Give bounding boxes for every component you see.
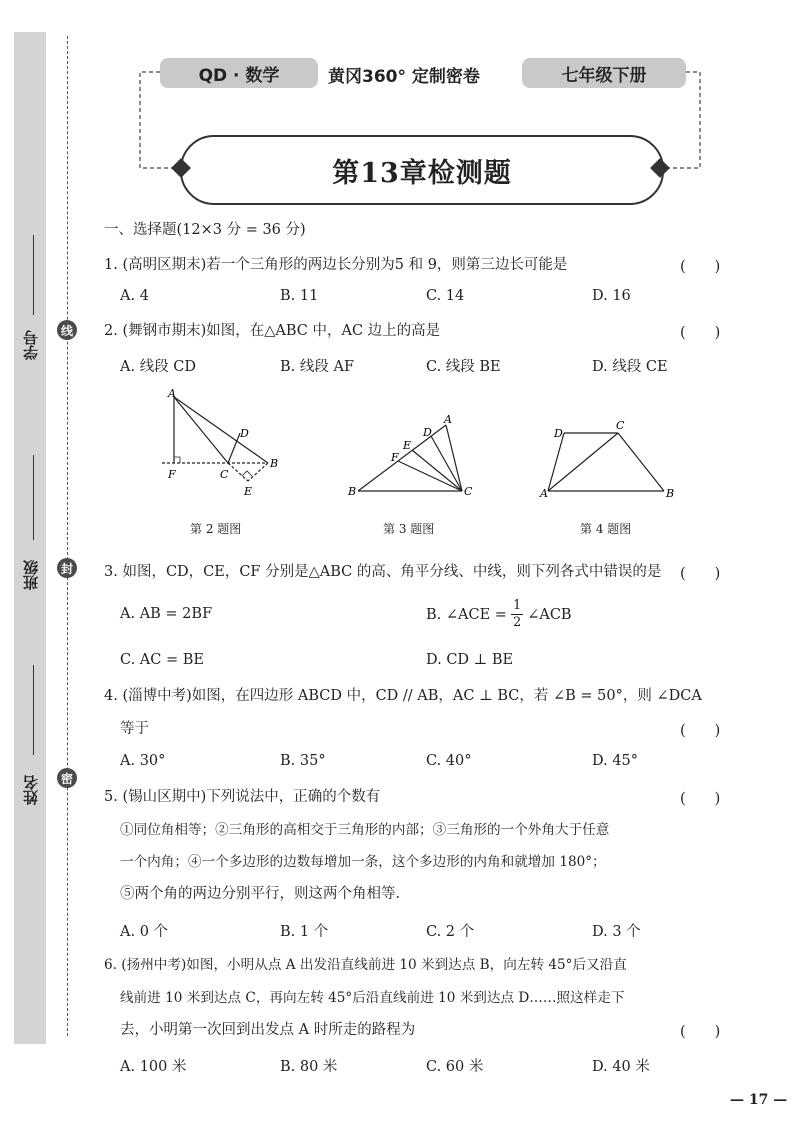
figure-4: [548, 433, 664, 491]
fig2-label-a: A: [168, 387, 176, 400]
figure-3: [358, 425, 462, 491]
q6-option-d[interactable]: D. 40 米: [592, 1059, 650, 1075]
q1-option-d[interactable]: D. 16: [592, 288, 631, 304]
q6-option-a[interactable]: A. 100 米: [120, 1059, 187, 1075]
q2-option-a[interactable]: A. 线段 CD: [120, 359, 197, 375]
fig4-label-b: B: [666, 487, 675, 500]
q6-stem-line-1: 6. (扬州中考)如图，小明从点 A 出发沿直线前进 10 米到达点 B，向左转 45°后又沿直: [104, 957, 627, 973]
q5-stem: 5. (锡山区期中)下列说法中，正确的个数有: [104, 789, 381, 805]
fig3-label-a: A: [444, 413, 452, 426]
q6-stem-line-3: 去，小明第一次回到出发点 A 时所走的路程为: [120, 1022, 416, 1038]
q1-stem: 1. (高明区期末)若一个三角形的两边长分别为5 和 9，则第三边长可能是: [104, 257, 568, 273]
page-number: — 17 —: [730, 1092, 788, 1108]
fraction-numerator: 1: [512, 598, 522, 613]
q3-stem: 3. 如图，CD，CE，CF 分别是△ABC 的高、角平分线、中线，则下列各式中错误的是: [104, 564, 662, 580]
q3-option-b-suffix: ∠ACB: [527, 606, 572, 623]
fraction-denominator: 2: [512, 615, 522, 630]
fraction: [511, 598, 523, 631]
q3-option-b[interactable]: [426, 598, 572, 631]
q5-statements-line-3: ⑤两个角的两边分别平行，则这两个角相等.: [120, 886, 401, 902]
fig3-label-e: E: [403, 439, 412, 452]
q2-option-d[interactable]: D. 线段 CE: [592, 359, 668, 375]
q1-option-b[interactable]: B. 11: [280, 288, 319, 304]
q1-answer-blank[interactable]: ( ): [680, 259, 721, 275]
fig3-caption: 第 3 题图: [383, 522, 435, 536]
fig2-label-c: C: [220, 468, 229, 481]
fig3-label-d: D: [423, 426, 432, 439]
fig2-label-f: F: [168, 468, 176, 481]
class-label: 班级: [22, 560, 40, 590]
q2-option-b[interactable]: B. 线段 AF: [280, 359, 355, 375]
q4-option-d[interactable]: D. 45°: [592, 753, 639, 769]
q6-option-c[interactable]: C. 60 米: [426, 1059, 484, 1075]
q2-stem: 2. (舞钢市期末)如图，在△ABC 中，AC 边上的高是: [104, 323, 441, 339]
q5-statements-line-2: 一个内角；④一个多边形的边数每增加一条，这个多边形的内角和就增加 180°；: [120, 854, 606, 870]
q5-option-c[interactable]: C. 2 个: [426, 924, 475, 940]
q4-option-a[interactable]: A. 30°: [120, 753, 166, 769]
q6-answer-blank[interactable]: ( ): [680, 1024, 721, 1040]
q2-option-c[interactable]: C. 线段 BE: [426, 359, 501, 375]
q1-option-c[interactable]: C. 14: [426, 288, 465, 304]
student-id-label: 学号: [22, 330, 40, 360]
fig2-label-d: D: [240, 427, 249, 440]
grade-pill: 七年级下册: [522, 58, 686, 88]
class-blank[interactable]: [33, 455, 34, 540]
name-label: 姓名: [22, 775, 40, 805]
seal-mark-secret: 密: [57, 768, 77, 788]
section-heading: 一、选择题(12×3 分 = 36 分): [104, 222, 306, 238]
name-blank[interactable]: [33, 665, 34, 755]
subject-pill: QD · 数学: [160, 58, 318, 88]
fig3-label-b: B: [348, 485, 357, 498]
fig3-label-c: C: [464, 485, 473, 498]
page-title: 第13章检测题: [332, 157, 512, 189]
q5-option-b[interactable]: B. 1 个: [280, 924, 329, 940]
q5-option-d[interactable]: D. 3 个: [592, 924, 641, 940]
fig2-label-b: B: [270, 457, 279, 470]
figure-2: [162, 397, 268, 481]
seal-mark-line: 线: [57, 320, 77, 340]
fig3-label-f: F: [391, 451, 399, 464]
q4-stem-cont: 等于: [120, 721, 149, 737]
fig4-caption: 第 4 题图: [580, 522, 632, 536]
q4-answer-blank[interactable]: ( ): [680, 723, 721, 739]
q5-option-a[interactable]: A. 0 个: [120, 924, 169, 940]
q5-statements-line-1: ①同位角相等；②三角形的高相交于三角形的内部；③三角形的一个外角大于任意: [120, 822, 610, 838]
q3-option-a[interactable]: A. AB = 2BF: [120, 606, 213, 622]
fig4-label-d: D: [554, 427, 563, 440]
fig4-label-a: A: [540, 487, 548, 500]
q6-stem-line-2: 线前进 10 米到达点 C，再向左转 45°后沿直线前进 10 米到达点 D……照这样走下: [120, 990, 625, 1006]
seal-mark-seal: 封: [57, 558, 77, 578]
q4-option-c[interactable]: C. 40°: [426, 753, 472, 769]
q3-option-b-prefix: B. ∠ACE =: [426, 606, 507, 623]
q3-answer-blank[interactable]: ( ): [680, 566, 721, 582]
fig2-label-e: E: [244, 485, 253, 498]
q2-answer-blank[interactable]: ( ): [680, 325, 721, 341]
q1-option-a[interactable]: A. 4: [120, 288, 149, 304]
series-name: 黄冈360° 定制密卷: [328, 67, 480, 87]
q5-answer-blank[interactable]: ( ): [680, 791, 721, 807]
title-box: [180, 135, 664, 205]
student-id-blank[interactable]: [33, 235, 34, 315]
q4-stem: 4. (淄博中考)如图，在四边形 ABCD 中，CD // AB，AC ⊥ BC，若 ∠B = 50°，则 ∠DCA: [104, 688, 702, 704]
q4-option-b[interactable]: B. 35°: [280, 753, 326, 769]
q3-option-d[interactable]: D. CD ⊥ BE: [426, 652, 514, 668]
fig4-label-c: C: [616, 419, 625, 432]
q6-option-b[interactable]: B. 80 米: [280, 1059, 338, 1075]
fig2-caption: 第 2 题图: [190, 522, 242, 536]
q3-option-c[interactable]: C. AC = BE: [120, 652, 204, 668]
figures: [150, 385, 690, 515]
